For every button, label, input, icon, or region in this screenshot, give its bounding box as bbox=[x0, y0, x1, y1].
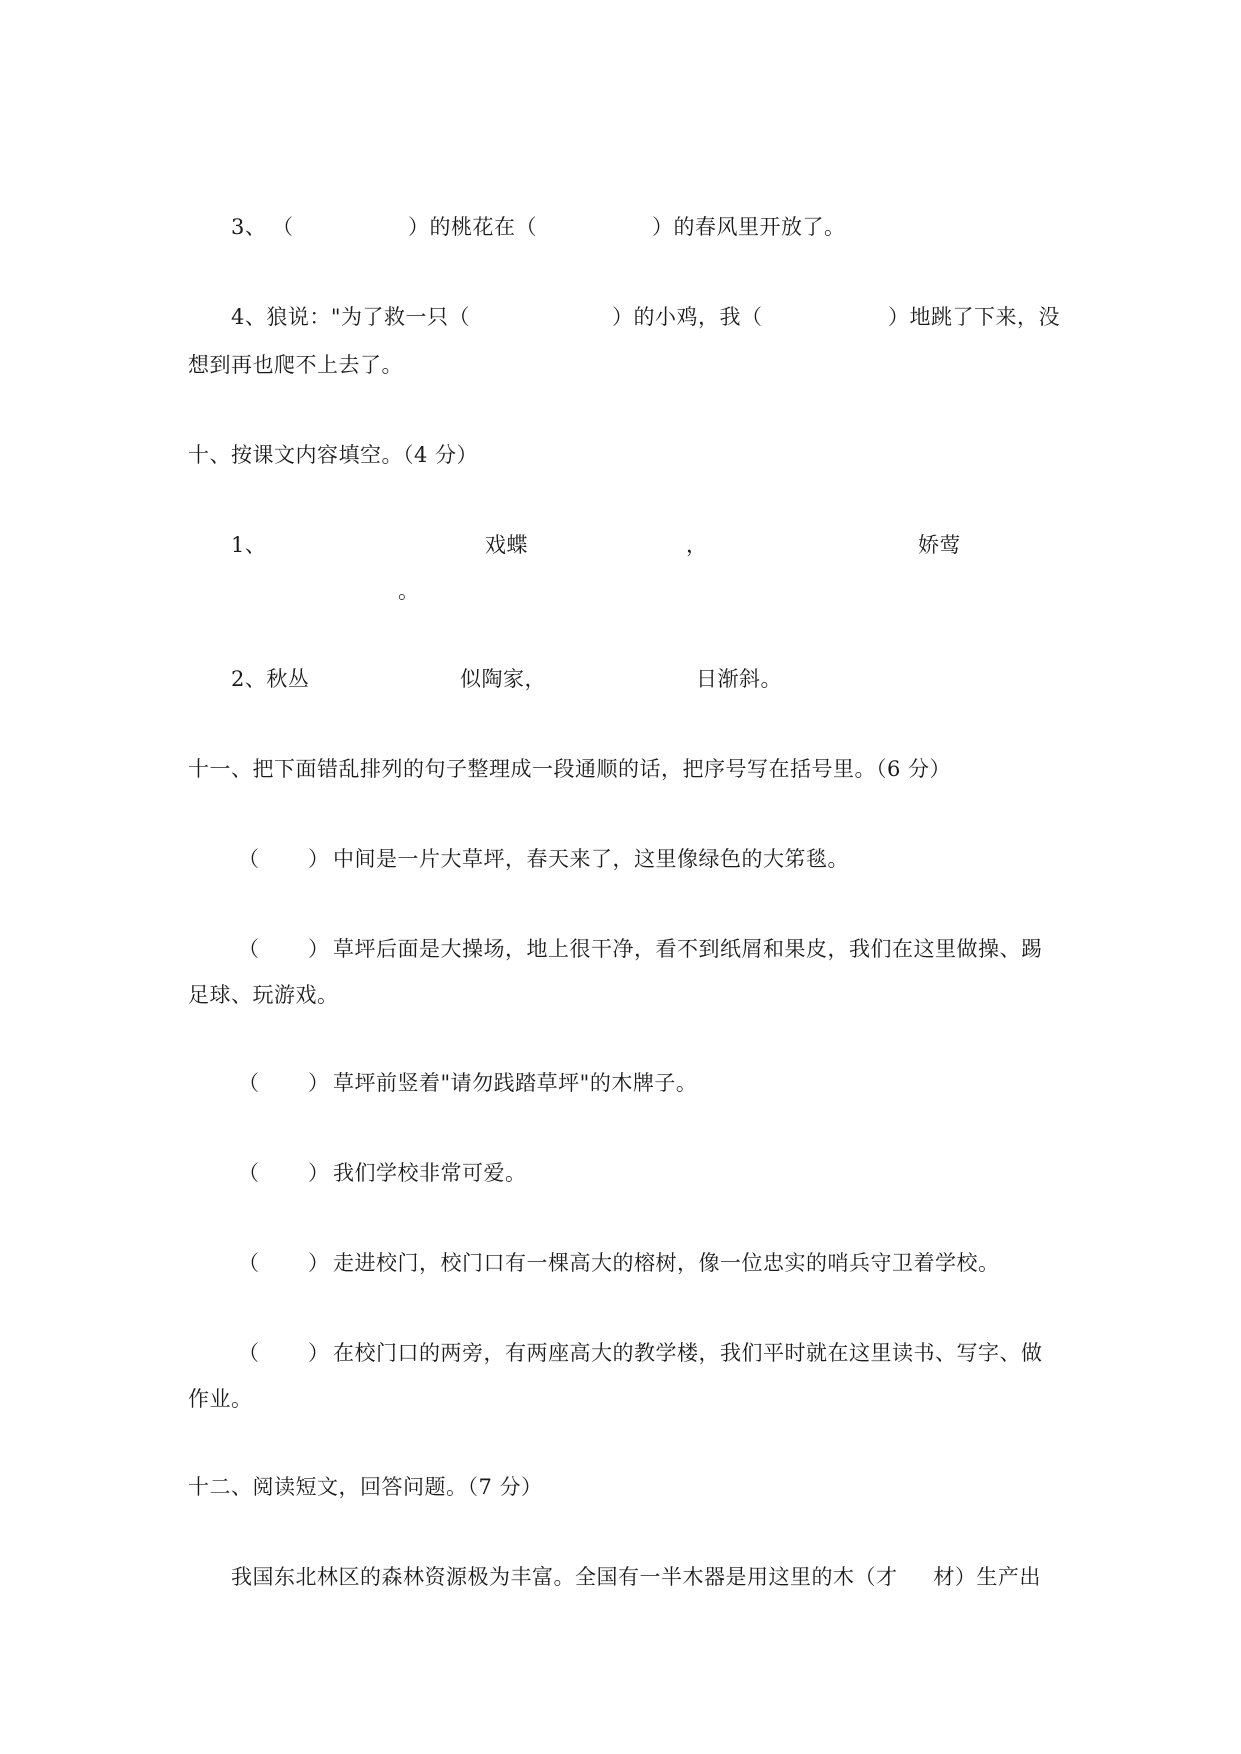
q9-item3-text-1: ）的桃花在（ bbox=[408, 215, 537, 239]
q9-item4-text-3: ）地跳了下来，没 bbox=[888, 305, 1060, 329]
q11-item-6-continuation: 作业。 bbox=[188, 1387, 253, 1411]
q10-item1-comma: ， bbox=[686, 533, 708, 557]
q11-item-6-open-paren: （ bbox=[238, 1341, 260, 1365]
q9-item4-continuation: 想到再也爬不上去了。 bbox=[188, 353, 403, 377]
q10-item2-text-1: 2、秋丛 bbox=[231, 667, 310, 691]
q10-item1-word1: 戏蝶 bbox=[485, 533, 528, 557]
q11-item-2-open-paren: （ bbox=[238, 937, 260, 961]
q11-item-6-close-paren: ） bbox=[308, 1341, 330, 1365]
q11-item-2-close-paren: ） bbox=[308, 937, 330, 961]
q11-item-5-open-paren: （ bbox=[238, 1251, 260, 1275]
q9-item3-open-paren: （ bbox=[272, 215, 294, 239]
q11-item-1-open-paren: （ bbox=[238, 847, 260, 871]
q9-item4-text-1: 4、狼说："为了救一只（ bbox=[231, 305, 471, 329]
q10-item1-period: 。 bbox=[398, 579, 420, 603]
q12-paragraph: 我国东北林区的森林资源极为丰富。全国有一半木器是用这里的木（才 材）生产出 bbox=[231, 1565, 1041, 1589]
q11-item-3-open-paren: （ bbox=[238, 1071, 260, 1095]
q11-item-3-close-paren: ） bbox=[308, 1071, 330, 1095]
q9-item4-text-2: ）的小鸡，我（ bbox=[612, 305, 763, 329]
q10-item1-number: 1、 bbox=[231, 533, 267, 557]
q11-item-2-continuation: 足球、玩游戏。 bbox=[188, 983, 339, 1007]
q11-item-1-text: 中间是一片大草坪，春天来了，这里像绿色的大笫毯。 bbox=[333, 847, 849, 871]
q11-item-6-text: 在校门口的两旁，有两座高大的教学楼，我们平时就在这里读书、写字、做 bbox=[333, 1341, 1043, 1365]
q10-heading: 十、按课文内容填空。（4 分） bbox=[188, 443, 479, 467]
q12-heading: 十二、阅读短文，回答问题。（7 分） bbox=[188, 1475, 543, 1499]
q11-item-4-text: 我们学校非常可爱。 bbox=[333, 1161, 527, 1185]
q10-item1-word2: 娇莺 bbox=[918, 533, 961, 557]
q11-item-5-close-paren: ） bbox=[308, 1251, 330, 1275]
q11-item-1-close-paren: ） bbox=[308, 847, 330, 871]
q10-item2-word1: 似陶家， bbox=[460, 667, 546, 691]
q11-item-3-text: 草坪前竖着"请勿践踏草坪"的木牌子。 bbox=[333, 1071, 698, 1095]
q9-item3-text-2: ）的春风里开放了。 bbox=[652, 215, 846, 239]
q11-item-4-close-paren: ） bbox=[308, 1161, 330, 1185]
q11-item-2-text: 草坪后面是大操场，地上很干净，看不到纸屑和果皮，我们在这里做操、踢 bbox=[333, 937, 1043, 961]
q11-item-4-open-paren: （ bbox=[238, 1161, 260, 1185]
q11-item-5-text: 走进校门，校门口有一棵高大的榕树，像一位忠实的哨兵守卫着学校。 bbox=[333, 1251, 1000, 1275]
q9-item3-number: 3、 bbox=[231, 215, 267, 239]
q11-heading: 十一、把下面错乱排列的句子整理成一段通顺的话，把序号写在括号里。（6 分） bbox=[188, 757, 952, 781]
q10-item2-word2: 日渐斜。 bbox=[696, 667, 782, 691]
